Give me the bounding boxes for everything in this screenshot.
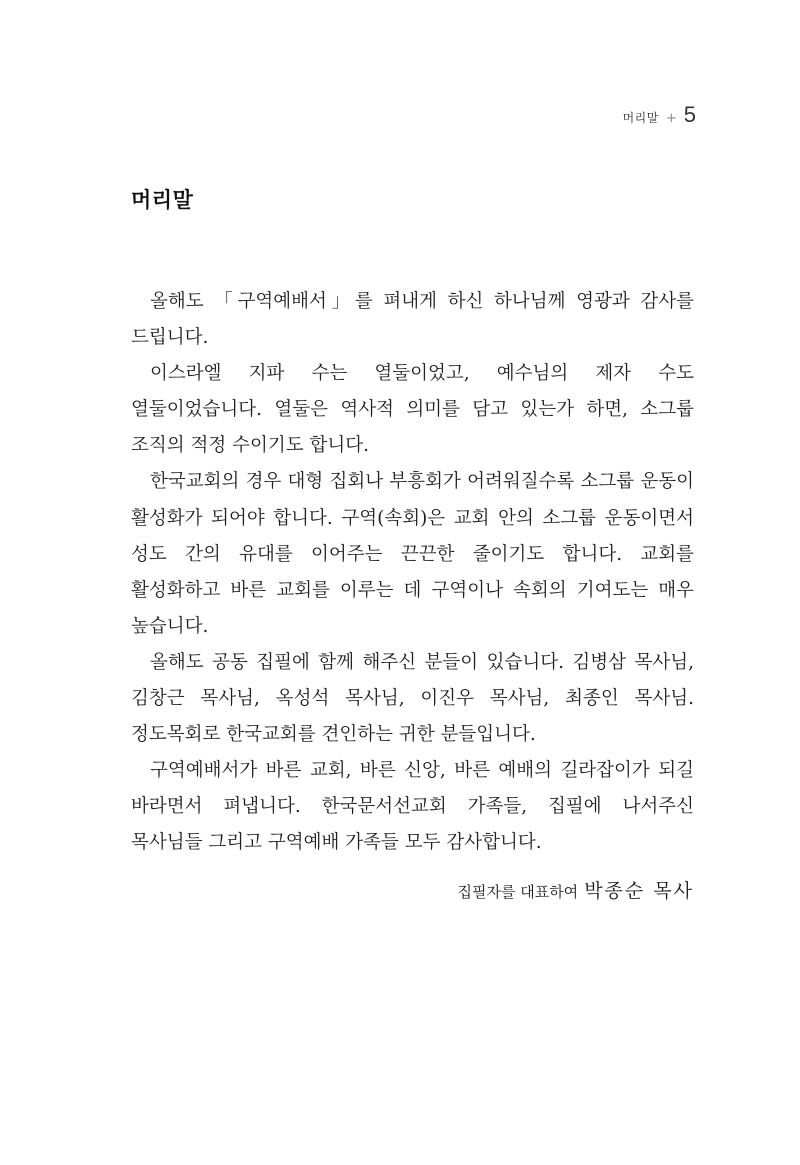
page-title: 머리말 <box>131 188 194 212</box>
paragraph: 구역예배서가 바른 교회, 바른 신앙, 바른 예배의 길라잡이가 되길 바라면서 펴냅니다. 한국문서선교회 가족들, 집필에 나서주신 목사님들 그리고 구역예배 가족들 모두 감사합니다. <box>131 760 694 854</box>
paragraph: 이스라엘 지파 수는 열둘이었고, 예수님의 제자 수도 열둘이었습니다. 열둘은 역사적 의미를 담고 있는가 하면, 소그룹 조직의 적정 수이기도 합니다. <box>131 363 694 457</box>
paragraph: 한국교회의 경우 대형 집회나 부흥회가 어려워질수록 소그룹 운동이 활성화가 되어야 합니다. 구역(속회)은 교회 안의 소그룹 운동이면서 성도 간의 유대를 이어주는 끈끈한 줄이기도 합니다. 교회를 활성화하고 바른 교회를 이루는 데 구역이나 속회의 기여도는 매우 높습니다. <box>131 471 694 637</box>
paragraph: 올해도 공동 집필에 함께 해주신 분들이 있습니다. 김병삼 목사님, 김창근 목사님, 옥성석 목사님, 이진우 목사님, 최종인 목사님. 정도목회로 한국교회를 견인하는 귀한 분들입니다. <box>131 651 694 746</box>
signature-author: 박종순 목사 <box>584 880 694 902</box>
paragraph: 올해도 「구역예배서」를 펴내게 하신 하나님께 영광과 감사를 드립니다. <box>131 291 694 349</box>
page-number: 5 <box>683 102 696 127</box>
running-head <box>623 104 696 126</box>
preface-body <box>131 284 694 862</box>
running-head-section: 머리말 <box>622 111 659 125</box>
running-head-separator: + <box>665 111 677 126</box>
signature-by-line: 집필자를 대표하여 <box>457 883 579 901</box>
signature <box>457 876 694 903</box>
